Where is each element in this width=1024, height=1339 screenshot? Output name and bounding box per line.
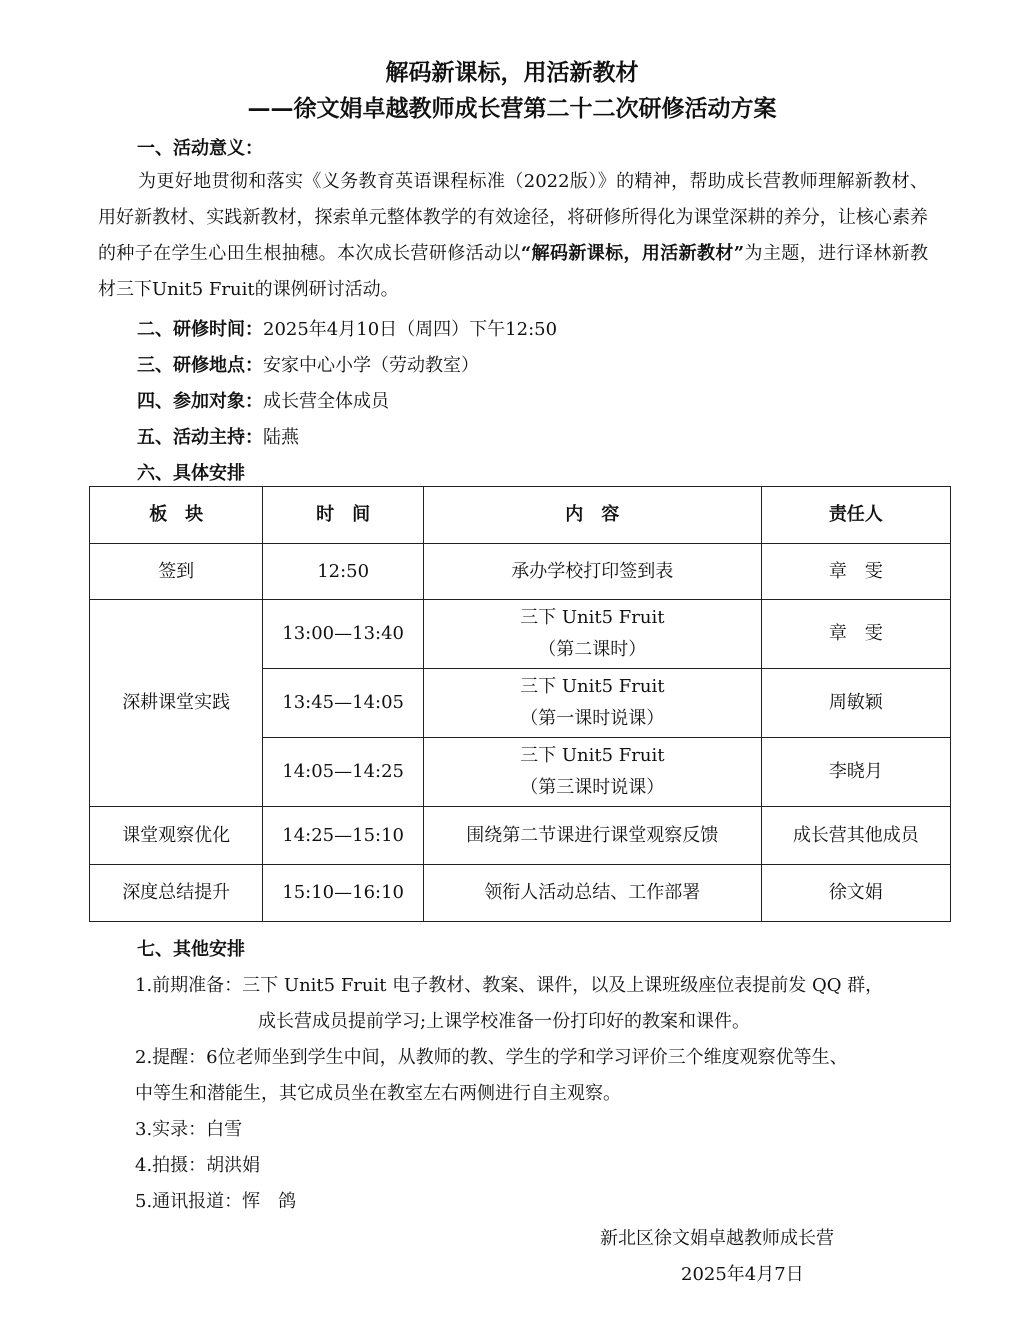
table-header-row	[90, 487, 951, 544]
cell-person: 章 雯	[761, 544, 950, 600]
cell-person: 徐文娟	[761, 865, 950, 922]
cell-content: 围绕第二节课进行课堂观察反馈	[423, 807, 761, 865]
section-2: 二、研修时间：2025年4月10日（周四）下午12:50	[137, 319, 558, 340]
cell-block: 深度总结提升	[90, 865, 263, 922]
cell-time: 14:05—14:25	[263, 738, 424, 807]
cell-content: 承办学校打印签到表	[423, 544, 761, 600]
cell-time: 13:45—14:05	[263, 669, 424, 738]
section-7-heading: 七、其他安排	[137, 939, 245, 960]
table-row	[90, 865, 951, 922]
header-time: 时 间	[263, 487, 424, 544]
cell-person: 李晓月	[761, 738, 950, 807]
cell-content: 领衔人活动总结、工作部署	[423, 865, 761, 922]
cell-content: 三下 Unit5 Fruit （第二课时）	[423, 600, 761, 669]
other-item-2b: 中等生和潜能生，其它成员坐在教室左右两侧进行自主观察。	[135, 1083, 621, 1104]
cell-time: 13:00—13:40	[263, 600, 424, 669]
cell-block: 课堂观察优化	[90, 807, 263, 865]
cell-time: 12:50	[263, 544, 424, 600]
other-item-4: 4.拍摄：胡洪娟	[135, 1155, 261, 1176]
cell-time: 14:25—15:10	[263, 807, 424, 865]
table-row	[90, 807, 951, 865]
cell-person: 周敏颖	[761, 669, 950, 738]
schedule-table	[89, 486, 951, 922]
header-block: 板 块	[90, 487, 263, 544]
document-subtitle: ——徐文娟卓越教师成长营第二十二次研修活动方案	[247, 95, 777, 122]
other-item-1b: 成长营成员提前学习;上课学校准备一份打印好的教案和课件。	[258, 1011, 751, 1032]
document-title: 解码新课标，用活新教材	[385, 59, 639, 86]
section-6-heading: 六、具体安排	[137, 463, 245, 484]
cell-content: 三下 Unit5 Fruit （第一课时说课）	[423, 669, 761, 738]
section-1-heading: 一、活动意义：	[137, 138, 263, 159]
section-4: 四、参加对象：成长营全体成员	[137, 391, 389, 412]
cell-person: 成长营其他成员	[761, 807, 950, 865]
cell-person: 章 雯	[761, 600, 950, 669]
cell-content: 三下 Unit5 Fruit （第三课时说课）	[423, 738, 761, 807]
table-row	[90, 544, 951, 600]
other-item-5: 5.通讯报道：恽 鸽	[135, 1191, 297, 1212]
other-item-1a: 1.前期准备：三下 Unit5 Fruit 电子教材、教案、课件，以及上课班级座位表提前发 QQ 群，	[135, 975, 884, 996]
section-3: 三、研修地点：安家中心小学（劳动教室）	[137, 355, 479, 376]
cell-block: 签到	[90, 544, 263, 600]
cell-block: 深耕课堂实践	[90, 600, 263, 807]
cell-time: 15:10—16:10	[263, 865, 424, 922]
other-item-3: 3.实录：白雪	[135, 1119, 243, 1140]
table-row	[90, 600, 951, 669]
header-content: 内 容	[423, 487, 761, 544]
other-item-2a: 2.提醒：6位老师坐到学生中间，从教师的教、学生的学和学习评价三个维度观察优等生、	[135, 1047, 848, 1068]
section-5: 五、活动主持：陆燕	[137, 427, 299, 448]
signature-date: 2025年4月7日	[681, 1264, 804, 1285]
section-1-paragraph: 为更好地贯彻和落实《义务教育英语课程标准（2022版）》的精神，帮助成长营教师理解新教材、用好新教材、实践新教材，探索单元整体教学的有效途径，将研修所得化为课堂深耕的养分，让核心素养的种子在学生心田生根抽穗。本次成长营研修活动以“解码新课标，用活新教材”为主题，进行译林新教材三下Unit5 Fruit的课例研讨活动。	[98, 171, 929, 300]
signature-org: 新北区徐文娟卓越教师成长营	[600, 1228, 834, 1249]
header-person: 责任人	[761, 487, 950, 544]
